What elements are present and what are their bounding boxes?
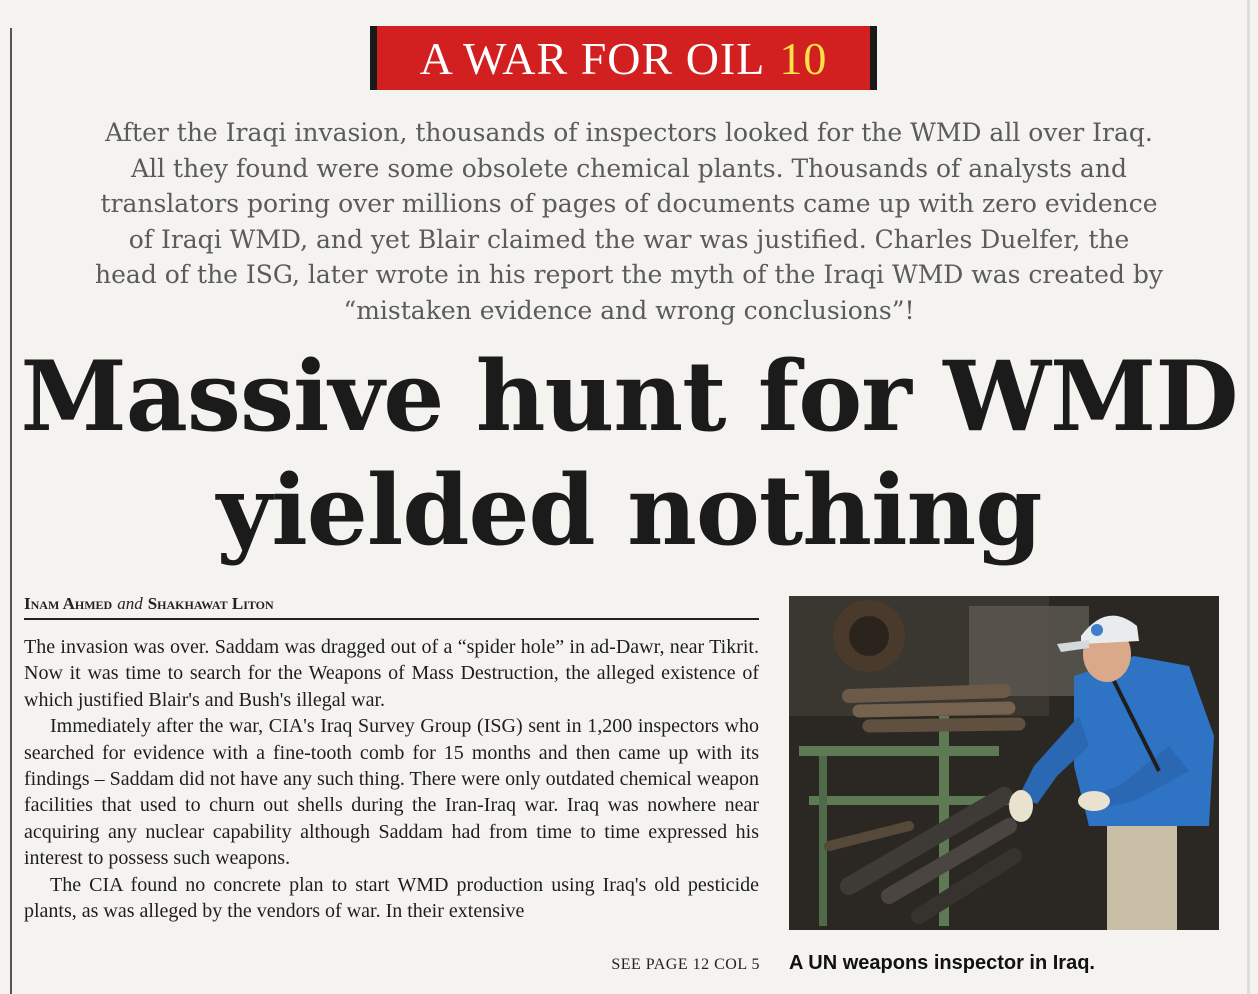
inspector-photo xyxy=(789,596,1219,930)
article-paragraph-1: The invasion was over. Saddam was dragged out of a “spider hole” in ad-Dawr, near Tikrit. Now it was time to search for the Weapons of Mass Destruction, the alleged existence of which justified Blair's and Bush's illegal war. xyxy=(24,636,759,711)
byline-conjunction: and xyxy=(117,594,143,613)
inspector-photo-illustration xyxy=(789,596,1219,930)
headline-line-1: Massive hunt for WMD xyxy=(20,340,1238,453)
article-paragraph-3: The CIA found no concrete plan to start WMD production using Iraq's old pesticide plants, as was alleged by the vendors of war. In their extensive xyxy=(24,873,759,923)
byline-author-2: Shakhawat Liton xyxy=(147,594,274,613)
headline-line-2: yielded nothing xyxy=(216,454,1042,567)
deck-line: of Iraqi WMD, and yet Blair claimed the war was justified. Charles Duelfer, the xyxy=(128,224,1130,254)
byline xyxy=(24,594,759,620)
deck-line: All they found were some obsolete chemical plants. Thousands of analysts and xyxy=(131,153,1127,183)
photo-caption: A UN weapons inspector in Iraq. xyxy=(789,952,1095,974)
deck-line: translators poring over millions of pages of documents came up with zero evidence xyxy=(100,189,1158,218)
byline-author-1: Inam Ahmed xyxy=(24,594,113,613)
section-banner xyxy=(370,26,877,90)
article-paragraph-2: Immediately after the war, CIA's Iraq Survey Group (ISG) sent in 1,200 inspectors who searched for evidence with a fine-tooth comb for 15 months and then came up with its findings – Saddam did not have any such thing. There were only outdated chemical weapon facilities that used to churn out shells during the Iran-Iraq war. Iraq was nowhere near acquiring any nuclear capability although Saddam had from time to time expressed his interest to possess such weapons. xyxy=(24,715,759,870)
article-headline xyxy=(10,340,1248,568)
deck-line: head of the ISG, later wrote in his report the myth of the Iraqi WMD was created by xyxy=(95,260,1163,289)
deck-line: “mistaken evidence and wrong conclusions”! xyxy=(343,295,915,325)
deck-line: After the Iraqi invasion, thousands of inspectors looked for the WMD all over Iraq. xyxy=(105,118,1153,147)
continuation-jump: SEE PAGE 12 COL 5 xyxy=(611,956,760,973)
section-banner-number: 10 xyxy=(779,32,828,84)
article-deck xyxy=(40,115,1218,328)
article-body xyxy=(24,634,759,924)
section-banner-title: A WAR FOR OIL xyxy=(419,32,766,84)
